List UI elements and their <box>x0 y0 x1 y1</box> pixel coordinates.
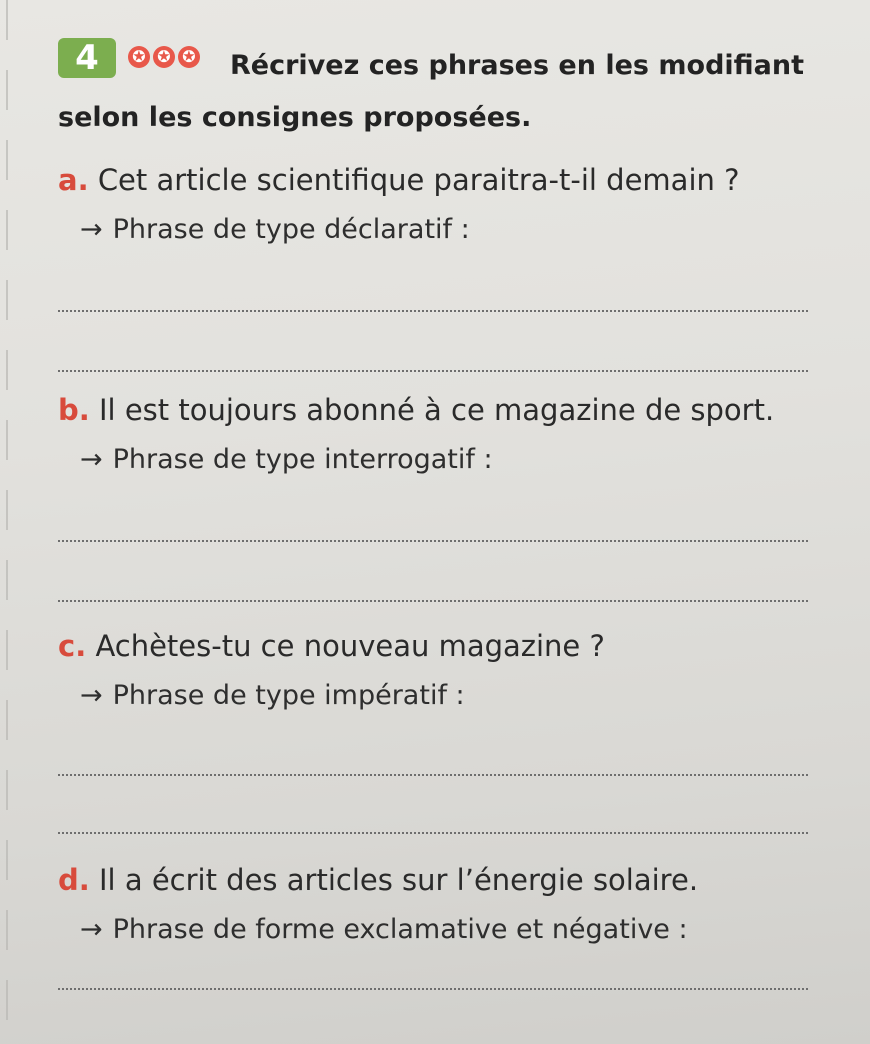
answer-line[interactable] <box>58 832 808 834</box>
answer-line[interactable] <box>58 988 808 990</box>
item-c <box>58 628 848 714</box>
item-letter: c. <box>58 629 87 663</box>
answer-line[interactable] <box>58 310 808 312</box>
item-instruction: Phrase de type interrogatif : <box>112 444 493 475</box>
item-letter: a. <box>58 163 89 197</box>
item-instruction: Phrase de forme exclamative et négative : <box>112 914 688 945</box>
item-sentence: Il est toujours abonné à ce magazine de sport. <box>99 393 775 427</box>
item-instruction: Phrase de type impératif : <box>112 680 465 711</box>
answer-line[interactable] <box>58 540 808 542</box>
star-icon: ✪ <box>178 46 200 68</box>
exercise-number-badge: 4 <box>58 38 116 78</box>
answer-line[interactable] <box>58 774 808 776</box>
arrow-right-icon: → <box>80 914 103 945</box>
answer-line[interactable] <box>58 600 808 602</box>
star-icon: ✪ <box>128 46 150 68</box>
item-letter: b. <box>58 393 90 427</box>
item-instruction: Phrase de type déclaratif : <box>112 214 470 245</box>
binding-edge <box>6 0 8 1044</box>
item-b <box>58 392 848 478</box>
star-icon: ✪ <box>153 46 175 68</box>
answer-line[interactable] <box>58 370 808 372</box>
item-sentence: Achètes-tu ce nouveau magazine ? <box>95 629 605 663</box>
arrow-right-icon: → <box>80 214 103 245</box>
arrow-right-icon: → <box>80 444 103 475</box>
item-sentence: Il a écrit des articles sur l’énergie solaire. <box>99 863 699 897</box>
arrow-right-icon: → <box>80 680 103 711</box>
item-a <box>58 162 848 248</box>
exercise-instruction: Récrivez ces phrases en les modifiant selon les consignes proposées. <box>58 50 805 133</box>
item-d <box>58 862 848 948</box>
item-sentence: Cet article scientifique paraitra-t-il demain ? <box>97 163 740 197</box>
item-letter: d. <box>58 863 90 897</box>
difficulty-indicator <box>128 46 200 68</box>
